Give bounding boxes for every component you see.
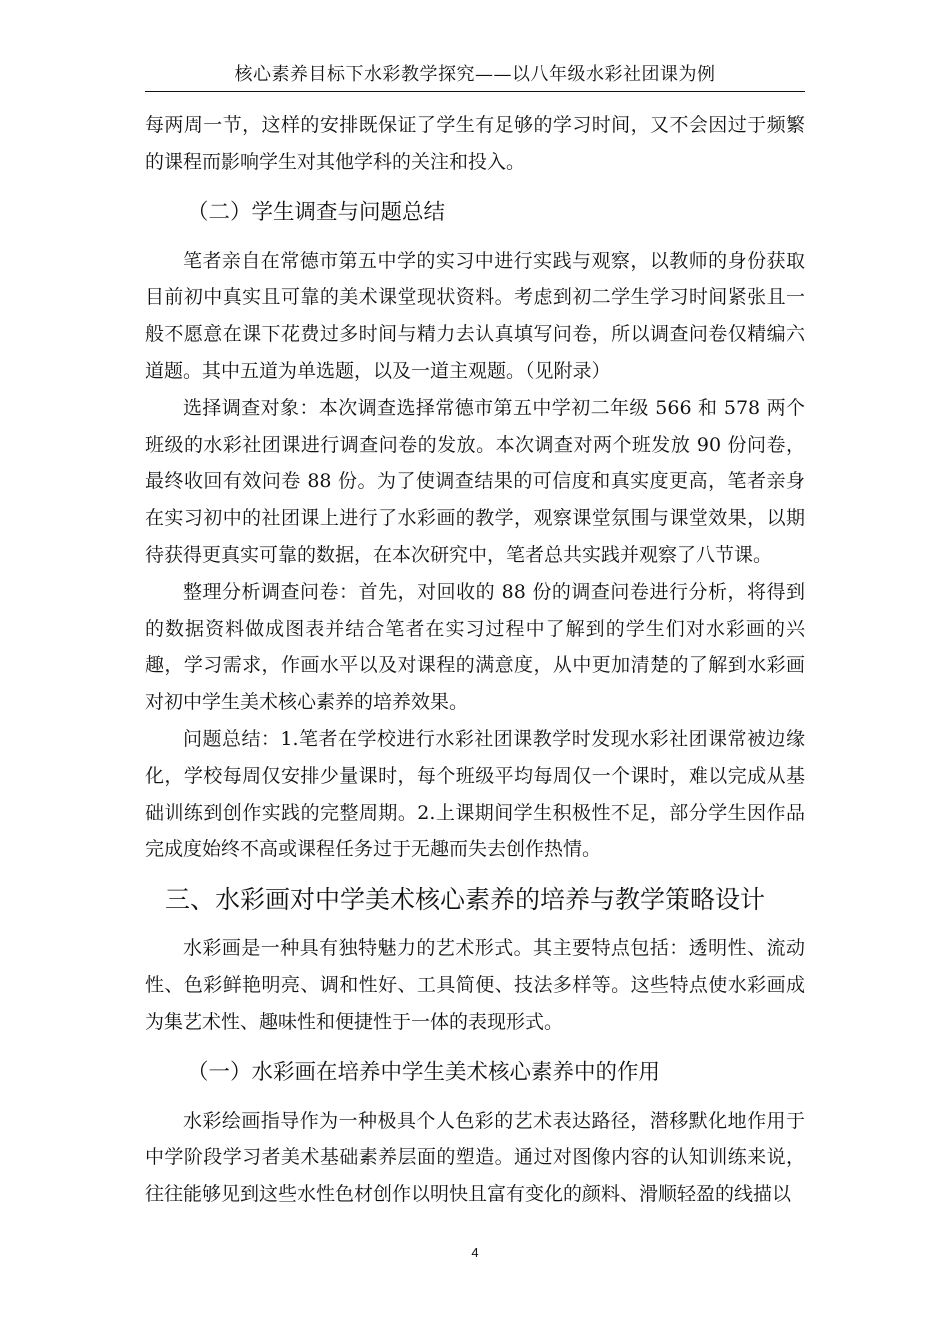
paragraph-survey-subjects: 选择调查对象：本次调查选择常德市第五中学初二年级 566 和 578 两个班级的水彩社团课进行调查问卷的发放。本次调查对两个班发放 90 份问卷，最终收回有效问卷 88 份。为了使调查结果的可信度和真实度更高，笔者亲身在实习初中的社团课上进行了水彩画的教学，观察课堂氛围与课堂效果，以期待获得更真实可靠的数据，在本次研究中，笔者总共实践并观察了八节课。: [145, 396, 805, 566]
page-number: 4: [471, 1245, 479, 1260]
paragraph-watercolor-features: 水彩画是一种具有独特魅力的艺术形式。其主要特点包括：透明性、流动性、色彩鲜艳明亮、调和性好、工具简便、技法多样等。这些特点使水彩画成为集艺术性、趣味性和便捷性于一体的表现形式。: [145, 937, 805, 1033]
subsection-heading-role: （一）水彩画在培养中学生美术核心素养中的作用: [187, 1059, 661, 1085]
paragraph-problem-summary: 问题总结：1.笔者在学校进行水彩社团课教学时发现水彩社团课常被边缘化，学校每周仅安排少量课时，每个班级平均每周仅一个课时，难以完成从基础训练到创作实践的完整周期。2.上课期间学生积极性不足，部分学生因作品完成度始终不高或课程任务过于无趣而失去创作热情。: [145, 727, 805, 861]
section-heading-three: 三、水彩画对中学美术核心素养的培养与教学策略设计: [165, 885, 766, 915]
header-divider: [145, 91, 805, 92]
paragraph-watercolor-role: 水彩绘画指导作为一种极具个人色彩的艺术表达路径，潜移默化地作用于中学阶段学习者美术基础素养层面的塑造。通过对图像内容的认知训练来说，往往能够见到这些水性色材创作以明快且富有变化的颜料、滑顺轻盈的线描以: [145, 1109, 805, 1206]
subsection-heading-survey: （二）学生调查与问题总结: [187, 199, 446, 225]
paragraph-survey-practice: 笔者亲自在常德市第五中学的实习中进行实践与观察，以教师的身份获取目前初中真实且可靠的美术课堂现状资料。考虑到初二学生学习时间紧张且一般不愿意在课下花费过多时间与精力去认真填写问卷，所以调查问卷仅精编六道题。其中五道为单选题，以及一道主观题。（见附录）: [145, 249, 805, 382]
running-header: 核心素养目标下水彩教学探究——以八年级水彩社团课为例: [234, 64, 716, 85]
document-body: [145, 107, 805, 1213]
paragraph-continued: 每两周一节，这样的安排既保证了学生有足够的学习时间，又不会因过于频繁的课程而影响学生对其他学科的关注和投入。: [145, 114, 805, 173]
paragraph-survey-analysis: 整理分析调查问卷：首先，对回收的 88 份的调查问卷进行分析，将得到的数据资料做成图表并结合笔者在实习过程中了解到的学生们对水彩画的兴趣，学习需求，作画水平以及对课程的满意度，从中更加清楚的了解到水彩画对初中学生美术核心素养的培养效果。: [145, 580, 805, 714]
